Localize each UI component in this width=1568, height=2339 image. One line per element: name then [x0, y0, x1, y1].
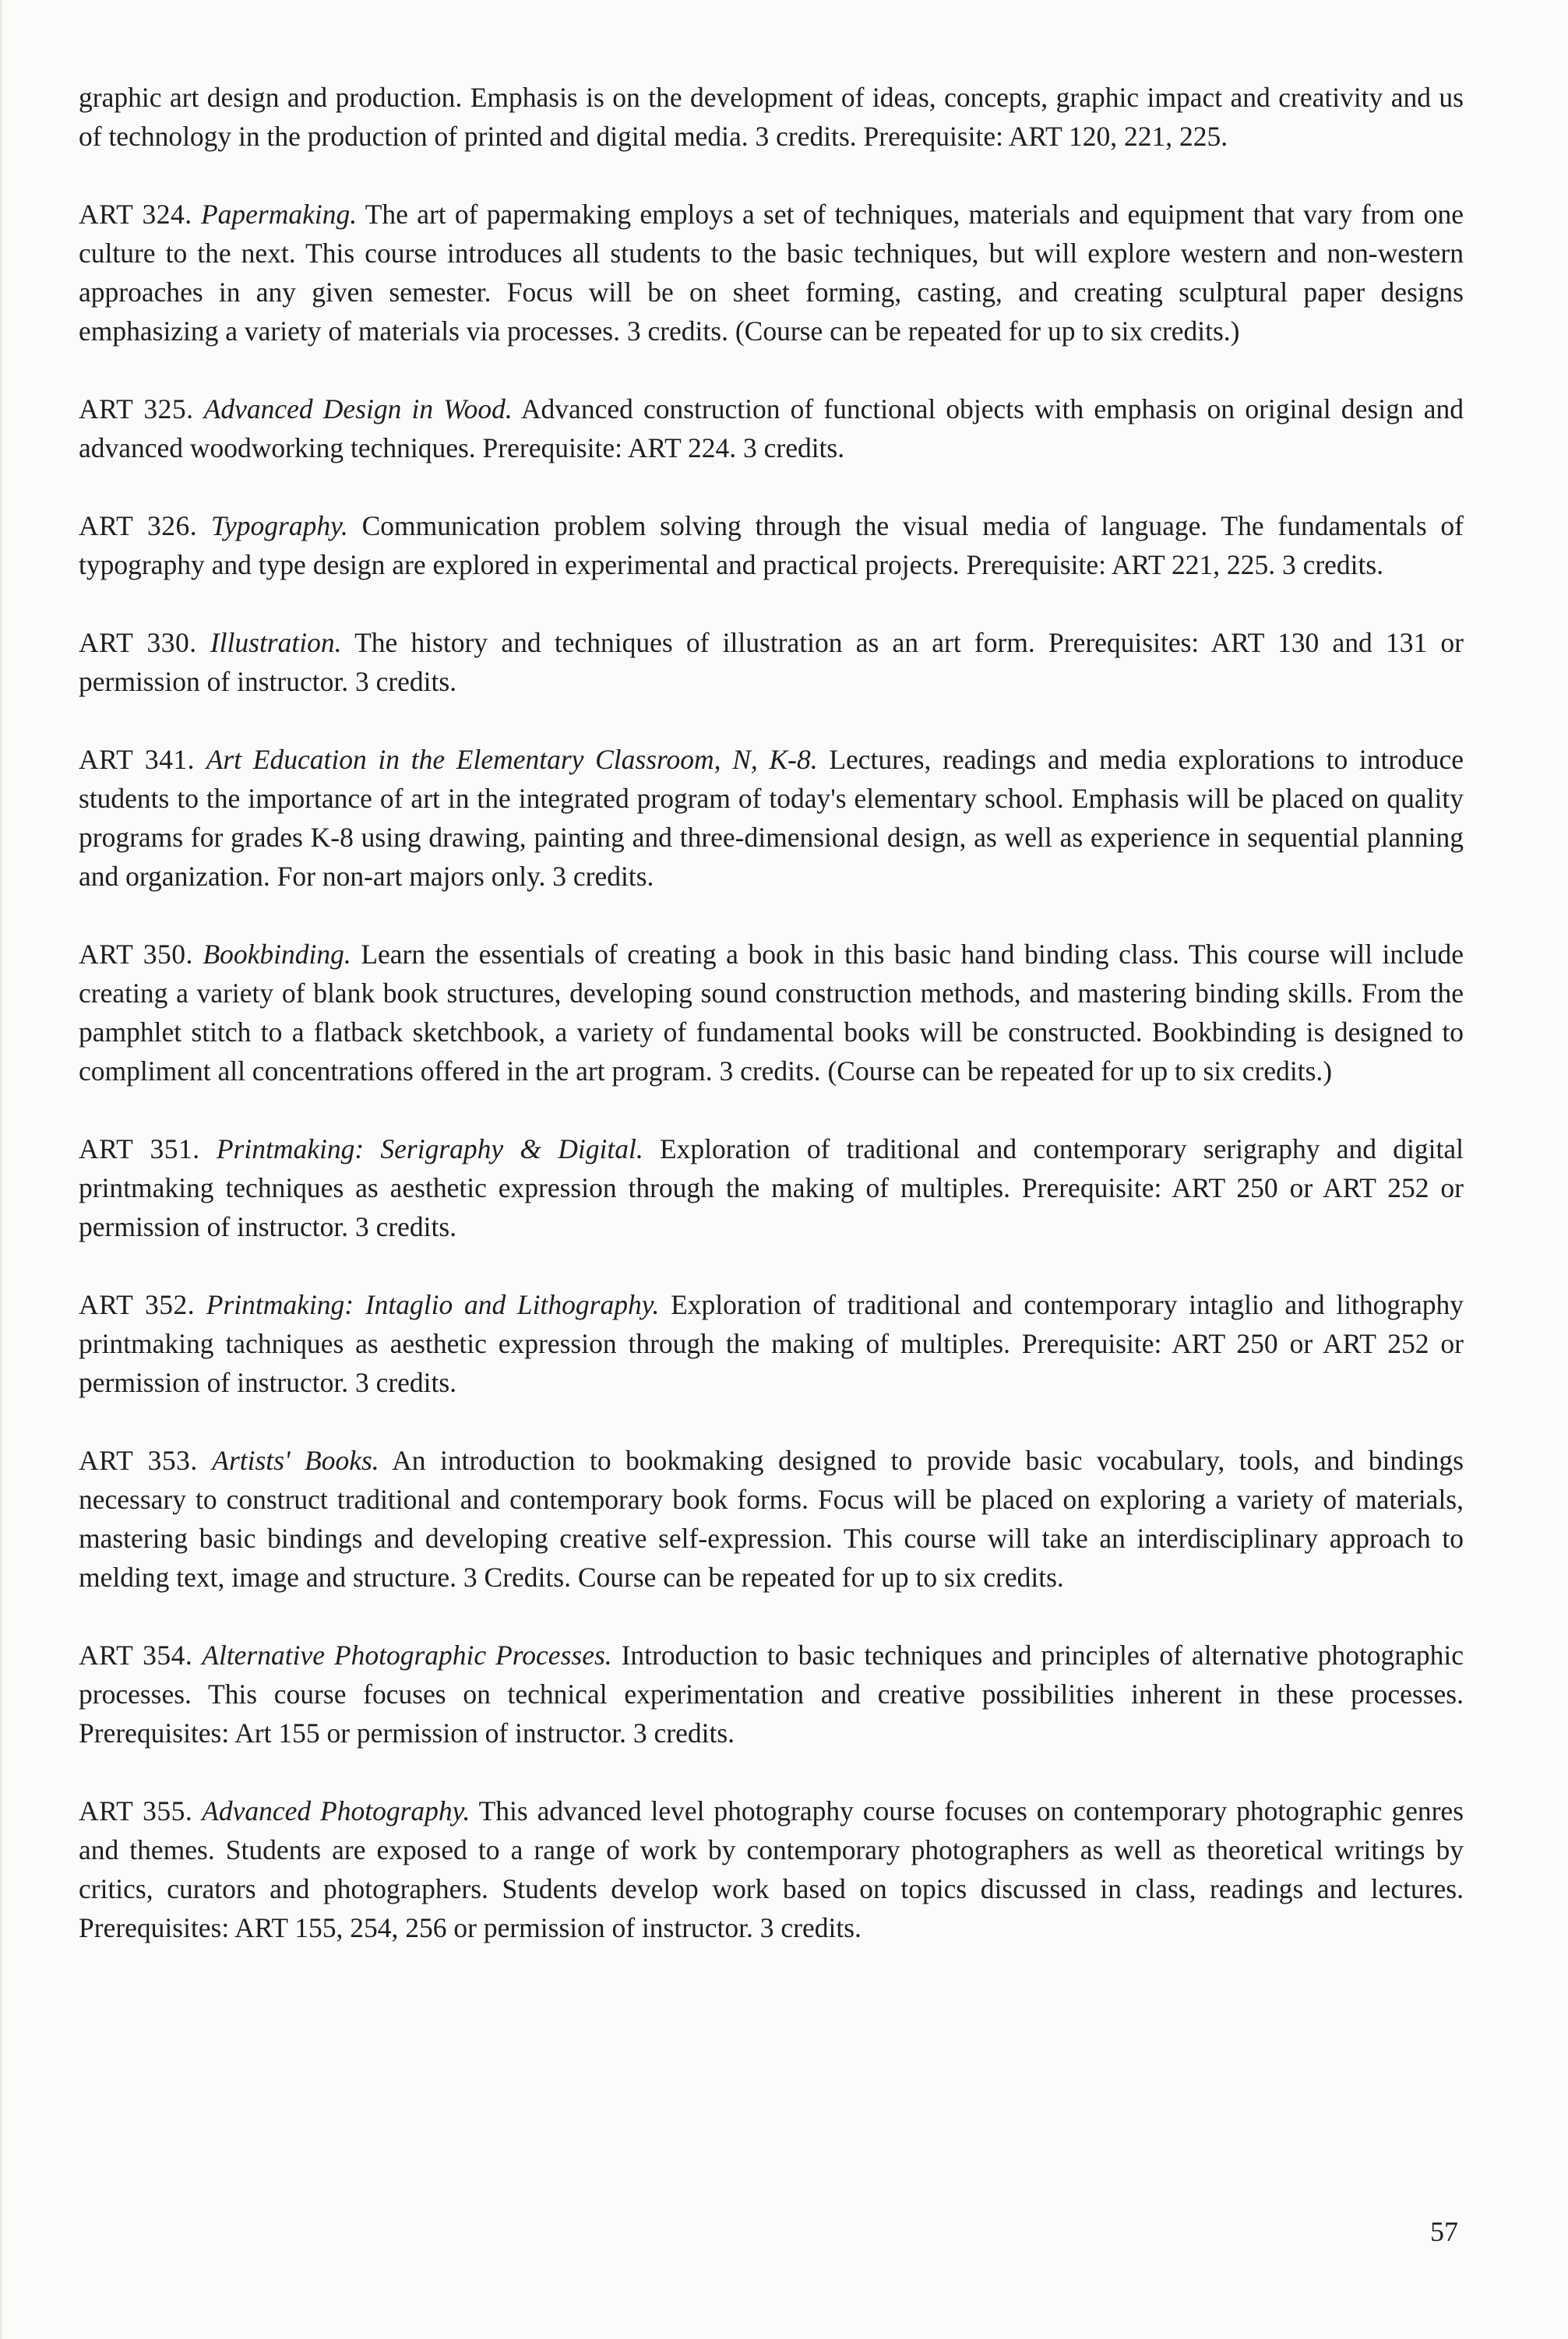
course-code: ART 352.: [79, 1289, 196, 1320]
course-description: Introduction to basic techniques and principles of alternative photographic processes. This course focuses on technical experimentation and creative possibilities inherent in these processes. Prerequisites: Art 155 or permission of instructor. 3 credits.: [79, 1640, 1464, 1749]
course-code: ART 353.: [79, 1445, 198, 1476]
course-description: Exploration of traditional and contemporary intaglio and lithography printmaking tachniques as aesthetic expression through the making of multiples. Prerequisite: ART 250 or ART 252 or permission of instructor. 3 credits.: [79, 1289, 1464, 1398]
course-title: Illustration.: [210, 627, 342, 658]
course-description: Learn the essentials of creating a book in this basic hand binding class. This course will include creating a variety of blank book structures, developing sound construction methods, and mastering binding skills. From the pamphlet stitch to a flatback sketchbook, a variety of fundamental books will be constructed. Bookbinding is designed to compliment all concentrations offered in the art program. 3 credits. (Course can be repeated for up to six credits.): [79, 939, 1464, 1087]
course-code: ART 325.: [79, 393, 194, 424]
course-title: Papermaking.: [200, 199, 358, 230]
course-code: ART 324.: [79, 199, 192, 230]
course-title: Advanced Photography.: [202, 1795, 470, 1826]
course-art-354: [79, 1636, 1464, 1752]
intro-paragraph: [79, 78, 1464, 156]
course-title: Bookbinding.: [203, 939, 351, 970]
page-number: 57: [1430, 2216, 1458, 2247]
course-description: An introduction to bookmaking designed to provide basic vocabulary, tools, and bindings necessary to construct traditional and contemporary book forms. Focus will be placed on exploring a variety of materials, mastering basic bindings and developing creative self-expression. This course will take an interdisciplinary approach to melding text, image and structure. 3 Credits. Course can be repeated for up to six credits.: [79, 1445, 1464, 1593]
course-description: The history and techniques of illustration as an art form. Prerequisites: ART 130 and 131 or permission of instructor. 3 credits.: [79, 627, 1464, 697]
course-code: ART 354.: [79, 1640, 193, 1671]
course-title: Typography.: [210, 510, 348, 541]
course-art-341: [79, 740, 1464, 896]
course-art-350: [79, 935, 1464, 1090]
course-description: The art of papermaking employs a set of techniques, materials and equipment that vary from one culture to the next. This course introduces all students to the basic techniques, but will explore western and non-western approaches in any given semester. Focus will be on sheet forming, casting, and creating sculptural paper designs emphasizing a variety of materials via processes. 3 credits. (Course can be repeated for up to six credits.): [79, 199, 1464, 347]
course-code: ART 351.: [79, 1133, 200, 1164]
course-description: Exploration of traditional and contemporary serigraphy and digital printmaking techniques as aesthetic expression through the making of multiples. Prerequisite: ART 250 or ART 252 or permission of instructor. 3 credits.: [79, 1133, 1464, 1242]
course-title: Printmaking: Serigraphy & Digital.: [216, 1133, 643, 1164]
course-code: ART 326.: [79, 510, 198, 541]
course-description: Advanced construction of functional objects with emphasis on original design and advanced woodworking techniques. Prerequisite: ART 224. 3 credits.: [79, 393, 1464, 463]
course-title: Alternative Photographic Processes.: [202, 1640, 612, 1671]
course-art-330: [79, 623, 1464, 701]
course-title: Advanced Design in Wood.: [203, 393, 513, 424]
course-art-325: [79, 389, 1464, 467]
course-title: Artists' Books.: [212, 1445, 379, 1476]
course-art-324: [79, 195, 1464, 350]
course-code: ART 355.: [79, 1795, 193, 1826]
course-description: Lectures, readings and media explorations to introduce students to the importance of art in the integrated program of today's elementary school. Emphasis will be placed on quality programs for grades K-8 using drawing, painting and three-dimensional design, as well as experience in sequential planning and organization. For non-art majors only. 3 credits.: [79, 744, 1464, 892]
course-catalog-page: [79, 78, 1464, 1947]
course-title: Printmaking: Intaglio and Lithography.: [206, 1289, 660, 1320]
course-description: Communication problem solving through the visual media of language. The fundamentals of typography and type design are explored in experimental and practical projects. Prerequisite: ART 221, 225. 3 credits.: [79, 510, 1464, 580]
course-art-353: [79, 1441, 1464, 1597]
course-art-352: [79, 1285, 1464, 1402]
intro-text: graphic art design and production. Emphasis is on the development of ideas, concepts, graphic impact and creativity and us of technology in the production of printed and digital media. 3 credits. Prerequisite: ART 120, 221, 225.: [79, 82, 1464, 152]
course-art-355: [79, 1791, 1464, 1947]
course-art-351: [79, 1129, 1464, 1246]
course-code: ART 350.: [79, 939, 193, 970]
course-art-326: [79, 506, 1464, 584]
course-code: ART 341.: [79, 744, 196, 775]
course-code: ART 330.: [79, 627, 197, 658]
course-description: This advanced level photography course focuses on contemporary photographic genres and themes. Students are exposed to a range of work by contemporary photographers as well as theoretical writings by critics, curators and photographers. Students develop work based on topics discussed in class, readings and lectures. Prerequisites: ART 155, 254, 256 or permission of instructor. 3 credits.: [79, 1795, 1464, 1943]
course-title: Art Education in the Elementary Classroom, N, K-8.: [206, 744, 818, 775]
